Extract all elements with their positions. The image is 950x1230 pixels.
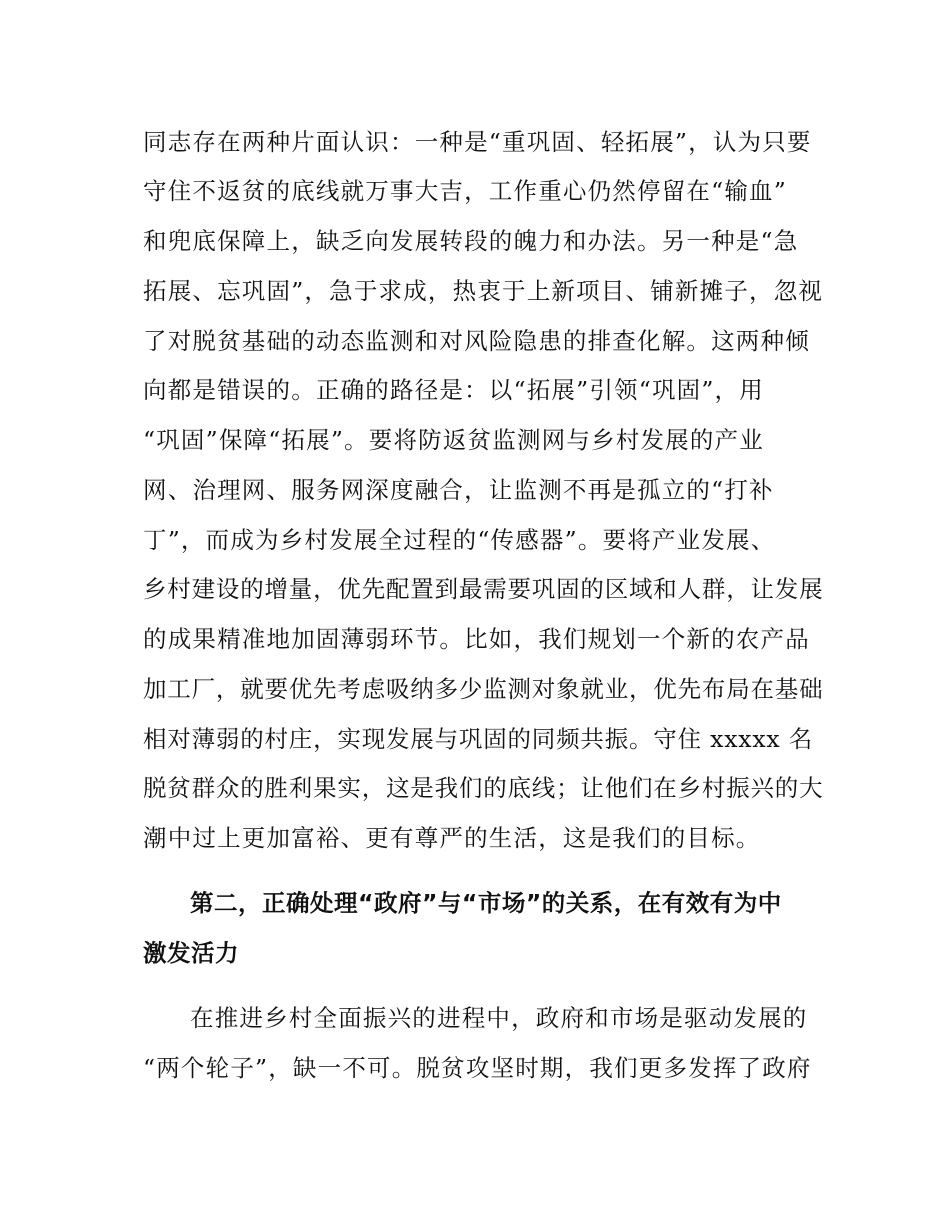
body-line-3: 和兜底保障上，缺乏向发展转段的魄力和办法。另一种是“急: [143, 227, 799, 255]
body-line-9: 丁”，而成为乡村发展全过程的“传感器”。要将产业发展、: [143, 526, 776, 554]
body-line-6: 向都是错误的。正确的路径是：以“拓展”引领“巩固”，用: [143, 376, 764, 404]
section-heading-line-1: 第二，正确处理“政府”与“市场”的关系，在有效有为中: [190, 889, 782, 917]
body-line-5: 了对脱贫基础的动态监测和对风险隐患的排查化解。这两种倾: [143, 327, 810, 355]
body-line-12: 加工厂，就要优先考虑吸纳多少监测对象就业，优先布局在基础: [143, 675, 824, 703]
body-line-8: 网、治理网、服务网深度融合，让监测不再是孤立的“打补: [143, 476, 774, 504]
paragraph-line-2: “两个轮子”，缺一不可。脱贫攻坚时期，我们更多发挥了政府: [143, 1054, 812, 1082]
body-line-7: “巩固”保障“拓展”。要将防返贫监测网与乡村发展的产业: [143, 426, 764, 454]
body-line-11: 的成果精准地加固薄弱环节。比如，我们规划一个新的农产品: [143, 625, 810, 653]
body-line-14: 脱贫群众的胜利果实，这是我们的底线；让他们在乡村振兴的大: [143, 774, 824, 802]
body-line-2: 守住不返贫的底线就万事大吉，工作重心仍然停留在“输血”: [143, 177, 787, 205]
body-line-1: 同志存在两种片面认识：一种是“重巩固、轻拓展”，认为只要: [143, 128, 812, 156]
section-heading-line-2: 激发活力: [143, 939, 239, 967]
paragraph-line-1: 在推进乡村全面振兴的进程中，政府和市场是驱动发展的: [190, 1004, 808, 1032]
body-line-15: 潮中过上更加富裕、更有尊严的生活，这是我们的目标。: [143, 824, 761, 852]
body-line-4: 拓展、忘巩固”，急于求成，热衷于上新项目、铺新摊子，忽视: [143, 277, 824, 305]
body-line-13: 相对薄弱的村庄，实现发展与巩固的同频共振。守住 xxxxx 名: [143, 725, 814, 753]
body-line-10: 乡村建设的增量，优先配置到最需要巩固的区域和人群，让发展: [143, 575, 824, 603]
